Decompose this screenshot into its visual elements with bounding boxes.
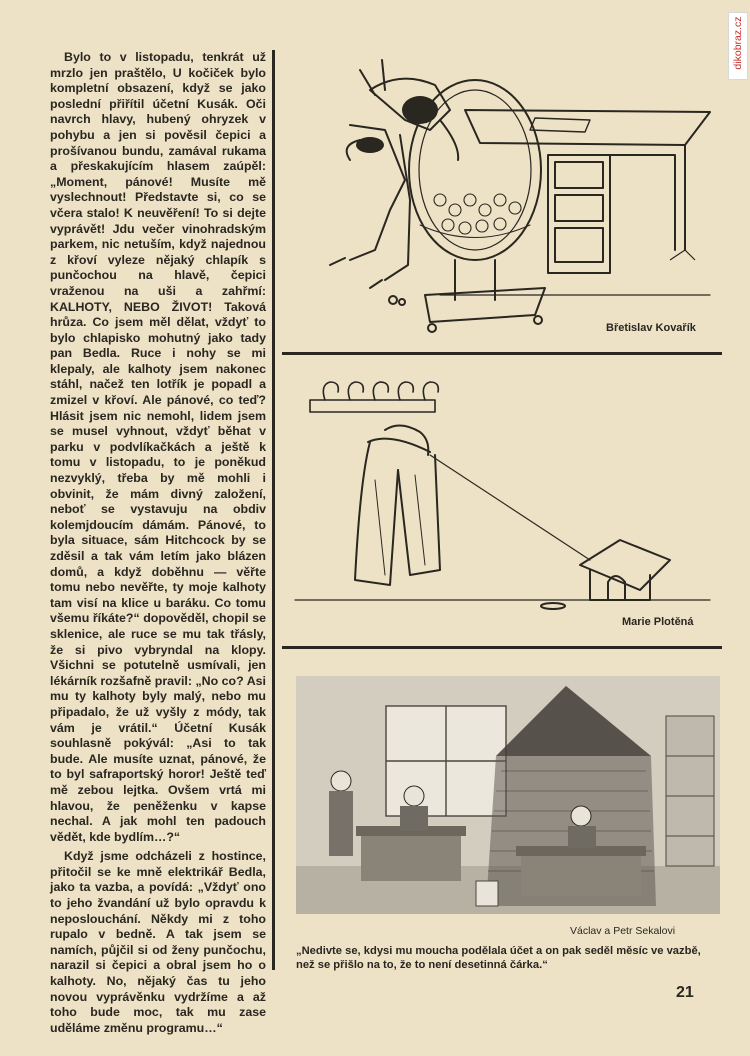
cartoon-lottery-drum	[290, 50, 720, 345]
watermark-text: dikobraz.cz	[732, 16, 744, 70]
section-divider-1	[282, 352, 722, 355]
photo-office-canopy	[296, 676, 720, 914]
cartoon-coat-and-doghouse	[290, 360, 720, 620]
story-paragraph-1: Bylo to v listopadu, tenkrát už mrzlo jen praštělo, U kočiček bylo kompletní obsazení, když se jako poslední přiřítil účetní Kusák. Oči navrch hlavy, hubený ohryzek v pohybu a jen si pověsil čepici a prošívanou bundu, zamával rukama a přeskakujícím hlasem zaúpěl: „Moment, pánové! Musíte mě vyslechnout! Představte si, co se včera stalo! K neuvěření! To si dejte vyprávět! Jdu večer vinohradským parkem, nic netuším, když najednou z křoví vyleze nějaký chlapík s punčochou na hlavě, čepici vraženou na uši a zahřmí: KALHOTY, NEBO ŽIVOT! Taková hrůza. Co jsem měl dělat, vždyť to bylo chlapisko mohutný jako tady pan Bedla. Ruce i nohy se mi klepaly, ale kalhoty jsem nakonec stáhl, načež ten lotřík je popadl a zmizel v křoví. Ale pánové, co teď? Hlásit jsem nic nemohl, lidem jsem se musel vyhnout, vždyť běhat v parku v podvlíkačkách a ještě k tomu v listopadu, to je poněkud nezvyklý, třeba by mě mohli i obvinit, že mám divný založení, neboť se vystavuju na obdiv kolemjdoucím dámám. Pánové, to byla situace, sám Hitchcock by se zděsil a tak vám letím jako blázen domů, a když doběhnu — věřte tomu nebo nevěřte, ty moje kalhoty tam visí na klice u baráku. Co tomu všemu říkáte?“ dopověděl, chopil se sklenice, ale ruce se mu tak třásly, že si pivo vybryndal na klopy. Všichni se potutelně usmívali, jen lékárník rozšafně pravil: „No co? Asi mu ty kalhoty byly malý, nebo mu připadalo, že už vyšly z módy, tak vám je vrátil.“ Účetní Kusák souhlasně pokývál: „Asi to tak bude. Ale musíte uznat, pánové, že to byl safraportský horor! Ještě teď mě zebou lejtka. Ovšem vrtá mi hlavou, že peněženku v kapse nechal. A jak mohl ten padouch vědět, kde bydlím…?“	[50, 50, 266, 844]
section-divider-2	[282, 646, 722, 649]
watermark-badge	[728, 12, 748, 80]
story-column	[50, 50, 266, 1040]
cartoon-2-author: Marie Plotěná	[622, 616, 694, 628]
photo-caption: „Nedivte se, kdysi mu moucha podělala účet a on pak seděl měsíc ve vazbě, než se přišlo na to, že to není desetinná čárka.“	[296, 945, 701, 971]
photo-author: Václav a Petr Sekalovi	[570, 925, 676, 937]
page-number: 21	[676, 984, 694, 1001]
story-paragraph-2: Když jsme odcházeli z hostince, přitočil se ke mně elektrikář Bedla, jako ta vazba, a povídá: „Vždyť ono to jeho žvandání už bylo opravdu k neposlouchání. Někdy mi z toho rupalo v bedně. A tak jsem se namích, půjčil si od ženy punčochu, narazil si čepici a obral jsem ho o kalhoty. No, nějaký čas tu jeho novou vyprávěnku vydržíme a až toho bude moc, tak mu zase uděláme změnu programu…“	[50, 849, 266, 1035]
cartoon-1-author: Břetislav Kovařík	[606, 322, 696, 334]
column-divider	[272, 50, 275, 970]
